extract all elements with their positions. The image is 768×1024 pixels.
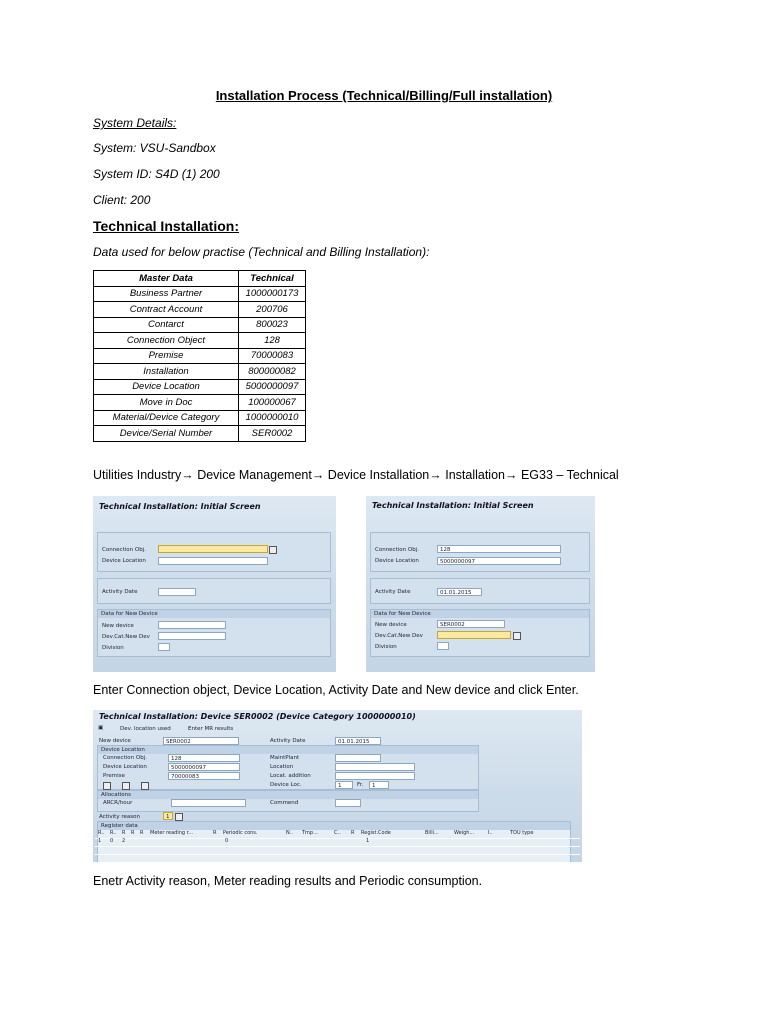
- activity-reason-label: Activity reason: [99, 814, 140, 820]
- cell-technical: 800023: [239, 317, 306, 333]
- search-help-icon[interactable]: [175, 813, 183, 821]
- table-header-row: [94, 271, 306, 287]
- comment-label: Commend: [270, 800, 299, 806]
- new-device-label: New device: [99, 738, 131, 744]
- table-row: [94, 395, 306, 411]
- table-row: [94, 410, 306, 426]
- system-line: System: VSU-Sandbox: [93, 141, 216, 155]
- table-row: [94, 317, 306, 333]
- col-header: Periodic cons.: [223, 830, 258, 836]
- cell-master: Contarct: [94, 317, 239, 333]
- activity-date-field[interactable]: 01.01.2015: [437, 588, 482, 596]
- col-header: Meter reading r...: [150, 830, 194, 836]
- cell-master: Business Partner: [94, 286, 239, 302]
- navigation-path: Utilities Industry→ Device Management→ Device Installation→ Installation→ EG33 – Technical: [93, 468, 619, 482]
- cell-master: Connection Object: [94, 333, 239, 349]
- col-header: I..: [488, 830, 493, 836]
- cell-master: Device Location: [94, 379, 239, 395]
- location-field[interactable]: [335, 763, 415, 771]
- table-row: [94, 286, 306, 302]
- col-header: N..: [286, 830, 293, 836]
- register-data-table: [97, 821, 571, 862]
- col-header: R: [351, 830, 355, 836]
- cell-master: Premise: [94, 348, 239, 364]
- activity-date-field[interactable]: 01.01.2015: [335, 737, 381, 745]
- locat-addition-field[interactable]: [335, 772, 415, 780]
- device-loc-label: Device Loc.: [270, 782, 302, 788]
- doc-title: Installation Process (Technical/Billing/Full installation): [215, 88, 553, 103]
- col-header: Weigh...: [454, 830, 475, 836]
- toolbar-icon[interactable]: ▣: [98, 725, 104, 731]
- screenshot-initial-empty: [93, 496, 336, 672]
- screenshot-initial-filled: [366, 496, 595, 672]
- connection-obj-label: Connection Obj.: [103, 755, 147, 761]
- activity-date-label: Activity Date: [375, 589, 411, 595]
- table-row[interactable]: [95, 838, 580, 839]
- screen-title: Technical Installation: Initial Screen: [372, 501, 534, 510]
- connection-obj-label: Connection Obj.: [102, 547, 146, 553]
- display-icon[interactable]: [141, 782, 149, 790]
- cell-technical: 5000000097: [239, 379, 306, 395]
- cell-technical: 70000083: [239, 348, 306, 364]
- comment-field[interactable]: [335, 799, 361, 807]
- col-header: R..: [98, 830, 105, 836]
- table-row: [94, 364, 306, 380]
- division-field[interactable]: [158, 643, 170, 651]
- new-icon[interactable]: [103, 782, 111, 790]
- cell: 2: [122, 838, 126, 844]
- device-location-label: Device Location: [102, 558, 146, 564]
- cell-technical: 800000082: [239, 364, 306, 380]
- enetr-instructions: Enetr Activity reason, Meter reading results and Periodic consumption.: [93, 874, 483, 888]
- header-master-data: Master Data: [94, 271, 239, 287]
- col-header: R: [131, 830, 135, 836]
- cell-master: Contract Account: [94, 302, 239, 318]
- cell: 0: [225, 838, 229, 844]
- connection-obj-label: Connection Obj.: [375, 547, 419, 553]
- cell-technical: 100000067: [239, 395, 306, 411]
- cell-technical: 128: [239, 333, 306, 349]
- group-title: Data for New Device: [98, 610, 330, 618]
- location-label: Location: [270, 764, 294, 770]
- cell-technical: 200706: [239, 302, 306, 318]
- master-data-table: [93, 270, 306, 442]
- maint-plant-label: MaintPlant: [270, 755, 300, 761]
- connection-obj-field[interactable]: 128: [437, 545, 561, 553]
- system-id-line: System ID: S4D (1) 200: [93, 167, 220, 181]
- fr-field[interactable]: 1: [369, 781, 389, 789]
- premise-field[interactable]: 70000083: [168, 772, 240, 780]
- new-device-field[interactable]: SER0002: [437, 620, 505, 628]
- edit-icon[interactable]: [122, 782, 130, 790]
- locat-addition-label: Locat. addition: [270, 773, 311, 779]
- activity-date-field[interactable]: [158, 588, 196, 596]
- device-location-field[interactable]: [158, 557, 268, 565]
- group-title: Data for New Device: [371, 610, 589, 618]
- cell-master: Device/Serial Number: [94, 426, 239, 442]
- col-header: R: [140, 830, 144, 836]
- col-header: Regist.Code: [361, 830, 391, 836]
- division-field[interactable]: [437, 642, 449, 650]
- new-device-label: New device: [102, 623, 134, 629]
- cell: 0: [110, 838, 114, 844]
- table-row: [94, 333, 306, 349]
- new-device-label: New device: [375, 622, 407, 628]
- search-help-icon[interactable]: [269, 546, 277, 554]
- col-header: Billi...: [425, 830, 439, 836]
- enter-instructions: Enter Connection object, Device Location, Activity Date and New device and click Enter.: [93, 683, 579, 697]
- table-row: [94, 302, 306, 318]
- activity-date-label: Activity Date: [270, 738, 306, 744]
- data-used-line: Data used for below practise (Technical and Billing Installation):: [93, 245, 430, 259]
- header-technical: Technical: [239, 271, 306, 287]
- group-title: Device Location: [98, 746, 478, 754]
- screen-title: Technical Installation: Initial Screen: [99, 502, 261, 511]
- division-label: Division: [375, 644, 397, 650]
- dev-location-used-button[interactable]: Dev. location used: [120, 726, 171, 732]
- col-header: R: [122, 830, 126, 836]
- maint-plant-field[interactable]: [335, 754, 381, 762]
- arcr-field[interactable]: [171, 799, 246, 807]
- new-device-field[interactable]: [158, 621, 226, 629]
- device-location-label: Device Location: [103, 764, 147, 770]
- device-location-field[interactable]: 5000000097: [437, 557, 561, 565]
- technical-heading: Technical Installation:: [93, 218, 239, 234]
- screenshot-device-screen: [93, 710, 582, 862]
- division-label: Division: [102, 645, 124, 651]
- col-header: Tmp...: [302, 830, 318, 836]
- dev-cat-field[interactable]: [437, 631, 511, 639]
- group-title: Register data: [98, 822, 570, 830]
- connection-obj-field[interactable]: [158, 545, 268, 553]
- activity-date-label: Activity Date: [102, 589, 138, 595]
- cell: 1: [366, 838, 370, 844]
- new-device-field[interactable]: SER0002: [163, 737, 239, 745]
- cell-master: Installation: [94, 364, 239, 380]
- dev-cat-label: Dev.Cat.New Dev: [375, 633, 423, 639]
- col-header: TOU type: [510, 830, 534, 836]
- fr-label: Fr.: [357, 782, 364, 788]
- screen-title: Technical Installation: Device SER0002 (Device Category 1000000010): [99, 712, 416, 721]
- cell-technical: SER0002: [239, 426, 306, 442]
- dev-cat-label: Dev.Cat.New Dev: [102, 634, 150, 640]
- system-details-heading: System Details:: [93, 116, 177, 130]
- col-header: R: [213, 830, 217, 836]
- connection-obj-field[interactable]: 128: [168, 754, 240, 762]
- table-row[interactable]: [95, 854, 580, 855]
- activity-reason-field[interactable]: 1: [163, 812, 173, 820]
- enter-mr-results-button[interactable]: Enter MR results: [188, 726, 234, 732]
- group-title: Allocations: [98, 791, 478, 799]
- client-line: Client: 200: [93, 193, 151, 207]
- search-help-icon[interactable]: [513, 632, 521, 640]
- dev-cat-field[interactable]: [158, 632, 226, 640]
- device-location-field[interactable]: 5000000097: [168, 763, 240, 771]
- premise-label: Premise: [103, 773, 125, 779]
- col-header: C..: [334, 830, 341, 836]
- device-location-label: Device Location: [375, 558, 419, 564]
- cell-master: Material/Device Category: [94, 410, 239, 426]
- arcr-label: ARCR/hour: [103, 800, 133, 806]
- table-row: [94, 426, 306, 442]
- cell-technical: 1000000010: [239, 410, 306, 426]
- cell-master: Move in Doc: [94, 395, 239, 411]
- cell: 1: [98, 838, 102, 844]
- device-loc-field[interactable]: 1: [335, 781, 353, 789]
- table-row: [94, 348, 306, 364]
- col-header: R..: [110, 830, 117, 836]
- cell-technical: 1000000173: [239, 286, 306, 302]
- table-row[interactable]: [95, 846, 580, 847]
- table-row: [94, 379, 306, 395]
